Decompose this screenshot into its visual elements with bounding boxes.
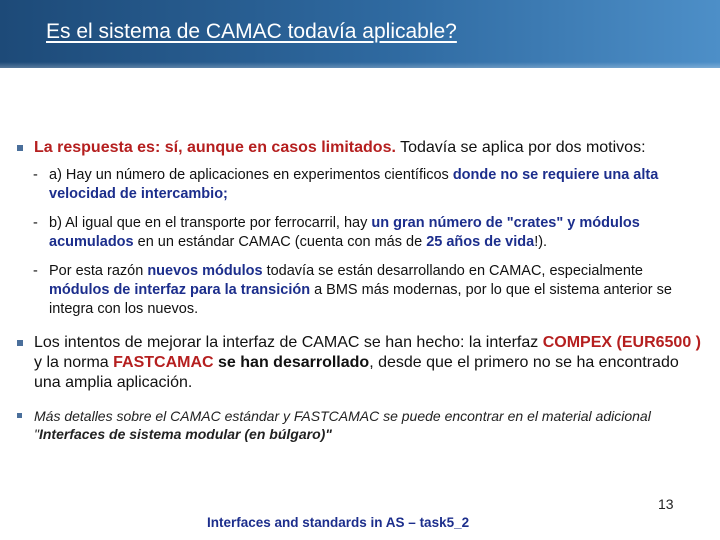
sub-b-text-1: b) Al igual que en el transporte por ferrocarril, hay: [49, 215, 372, 231]
sub-a-text: a) Hay un número de aplicaciones en experimentos científicos: [49, 167, 453, 183]
developed-emphasis: se han desarrollado: [218, 354, 370, 371]
sub-b-emphasis-1: un gran número de "crates" y módulos acumulados: [49, 215, 640, 250]
sub-a-emphasis: donde no se requiere una alta velocidad de intercambio;: [49, 167, 659, 202]
sub-b-text-2: en un estándar CAMAC (cuenta con más de: [133, 234, 427, 250]
answer-rest: Todavía se aplica por dos motivos:: [395, 139, 646, 156]
bullet-reasons: [16, 138, 706, 158]
dash-bullet-icon: -: [33, 263, 38, 279]
improvements-text-4: , desde que el primero no se ha encontrado una amplia aplicación.: [34, 354, 679, 391]
sub-c-text-1: Por esta razón: [49, 263, 148, 279]
details-reference: Interfaces de sistema modular (en búlgaro)": [38, 426, 332, 442]
title-bar: [0, 0, 720, 68]
fastcamac-emphasis: FASTCAMAC: [113, 354, 214, 371]
sub-b-emphasis-2: 25 años de vida: [426, 234, 535, 250]
sub-c-text-2: todavía se están desarrollando en CAMAC, especialmente: [262, 263, 643, 279]
sub-point-b: [16, 214, 706, 252]
sub-b-text-3: !).: [534, 234, 548, 250]
bullet-more-details: [16, 407, 706, 443]
dash-bullet-icon: -: [33, 215, 38, 231]
square-bullet-icon: [17, 340, 23, 346]
dash-bullet-icon: -: [33, 167, 38, 183]
improvements-text-2: y la norma: [34, 354, 114, 371]
footer-text: Interfaces and standards in AS – task5_2: [207, 515, 470, 530]
square-bullet-icon: [17, 413, 22, 418]
sub-point-c: [16, 262, 706, 319]
details-text: Más detalles sobre el CAMAC estándar y FASTCAMAC se puede encontrar en el material adicional ": [34, 408, 651, 442]
compex-emphasis: COMPEX (EUR6500 ): [542, 334, 701, 351]
slide-title: Es el sistema de CAMAC todavía aplicable?: [46, 20, 457, 43]
improvements-text-1: Los intentos de mejorar la interfaz de CAMAC se han hecho: la interfaz: [34, 334, 543, 351]
square-bullet-icon: [17, 145, 23, 151]
answer-emphasis: La respuesta es: sí, aunque en casos limitados.: [34, 139, 396, 156]
sub-c-emphasis-1: nuevos módulos: [147, 263, 263, 279]
sub-c-text-3: a BMS más modernas, por lo que el sistema anterior se integra con los nuevos.: [49, 282, 672, 317]
bullet-improvements: [16, 333, 706, 393]
slide-body: [16, 138, 706, 443]
sub-point-a: [16, 166, 706, 204]
sub-c-emphasis-2: módulos de interfaz para la transición: [49, 282, 311, 298]
page-number: 13: [658, 496, 674, 512]
